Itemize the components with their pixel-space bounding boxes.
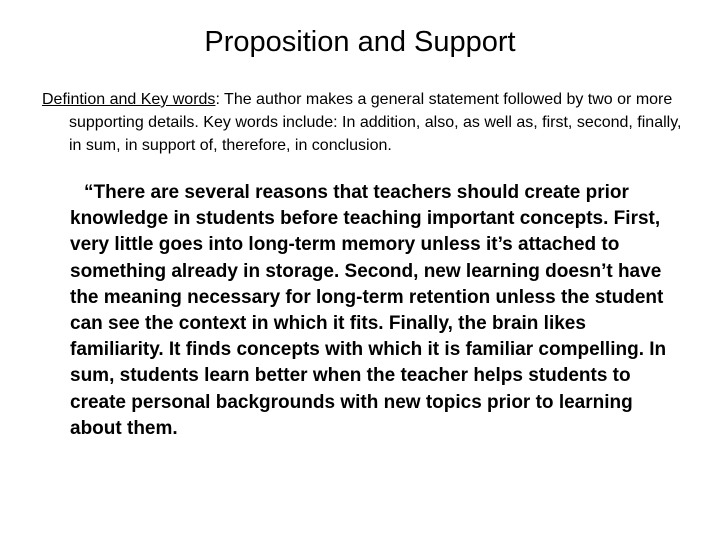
definition-paragraph [42,88,697,157]
definition-term: Defintion and Key words [42,91,216,108]
slide-title: Proposition and Support [204,26,516,58]
example-quote: “There are several reasons that teachers should create prior knowledge in students before teaching important concepts. First, very little goes into long-term memory unless it’s attached to something already in storage. Second, new learning doesn’t have the meaning necessary for long-term retention unless the student can see the context in which it fits. Finally, the brain likes familiarity. It finds concepts with which it is familiar compelling. In sum, students learn better when the teacher helps students to create personal backgrounds with new topics prior to learning about them. [70,182,667,439]
definition-text: : The author makes a general statement followed by two or more supporting details. Key words include: In addition, also, as well as, first, second, finally, in sum, in support of, therefore, in conclusion. [69,91,682,154]
